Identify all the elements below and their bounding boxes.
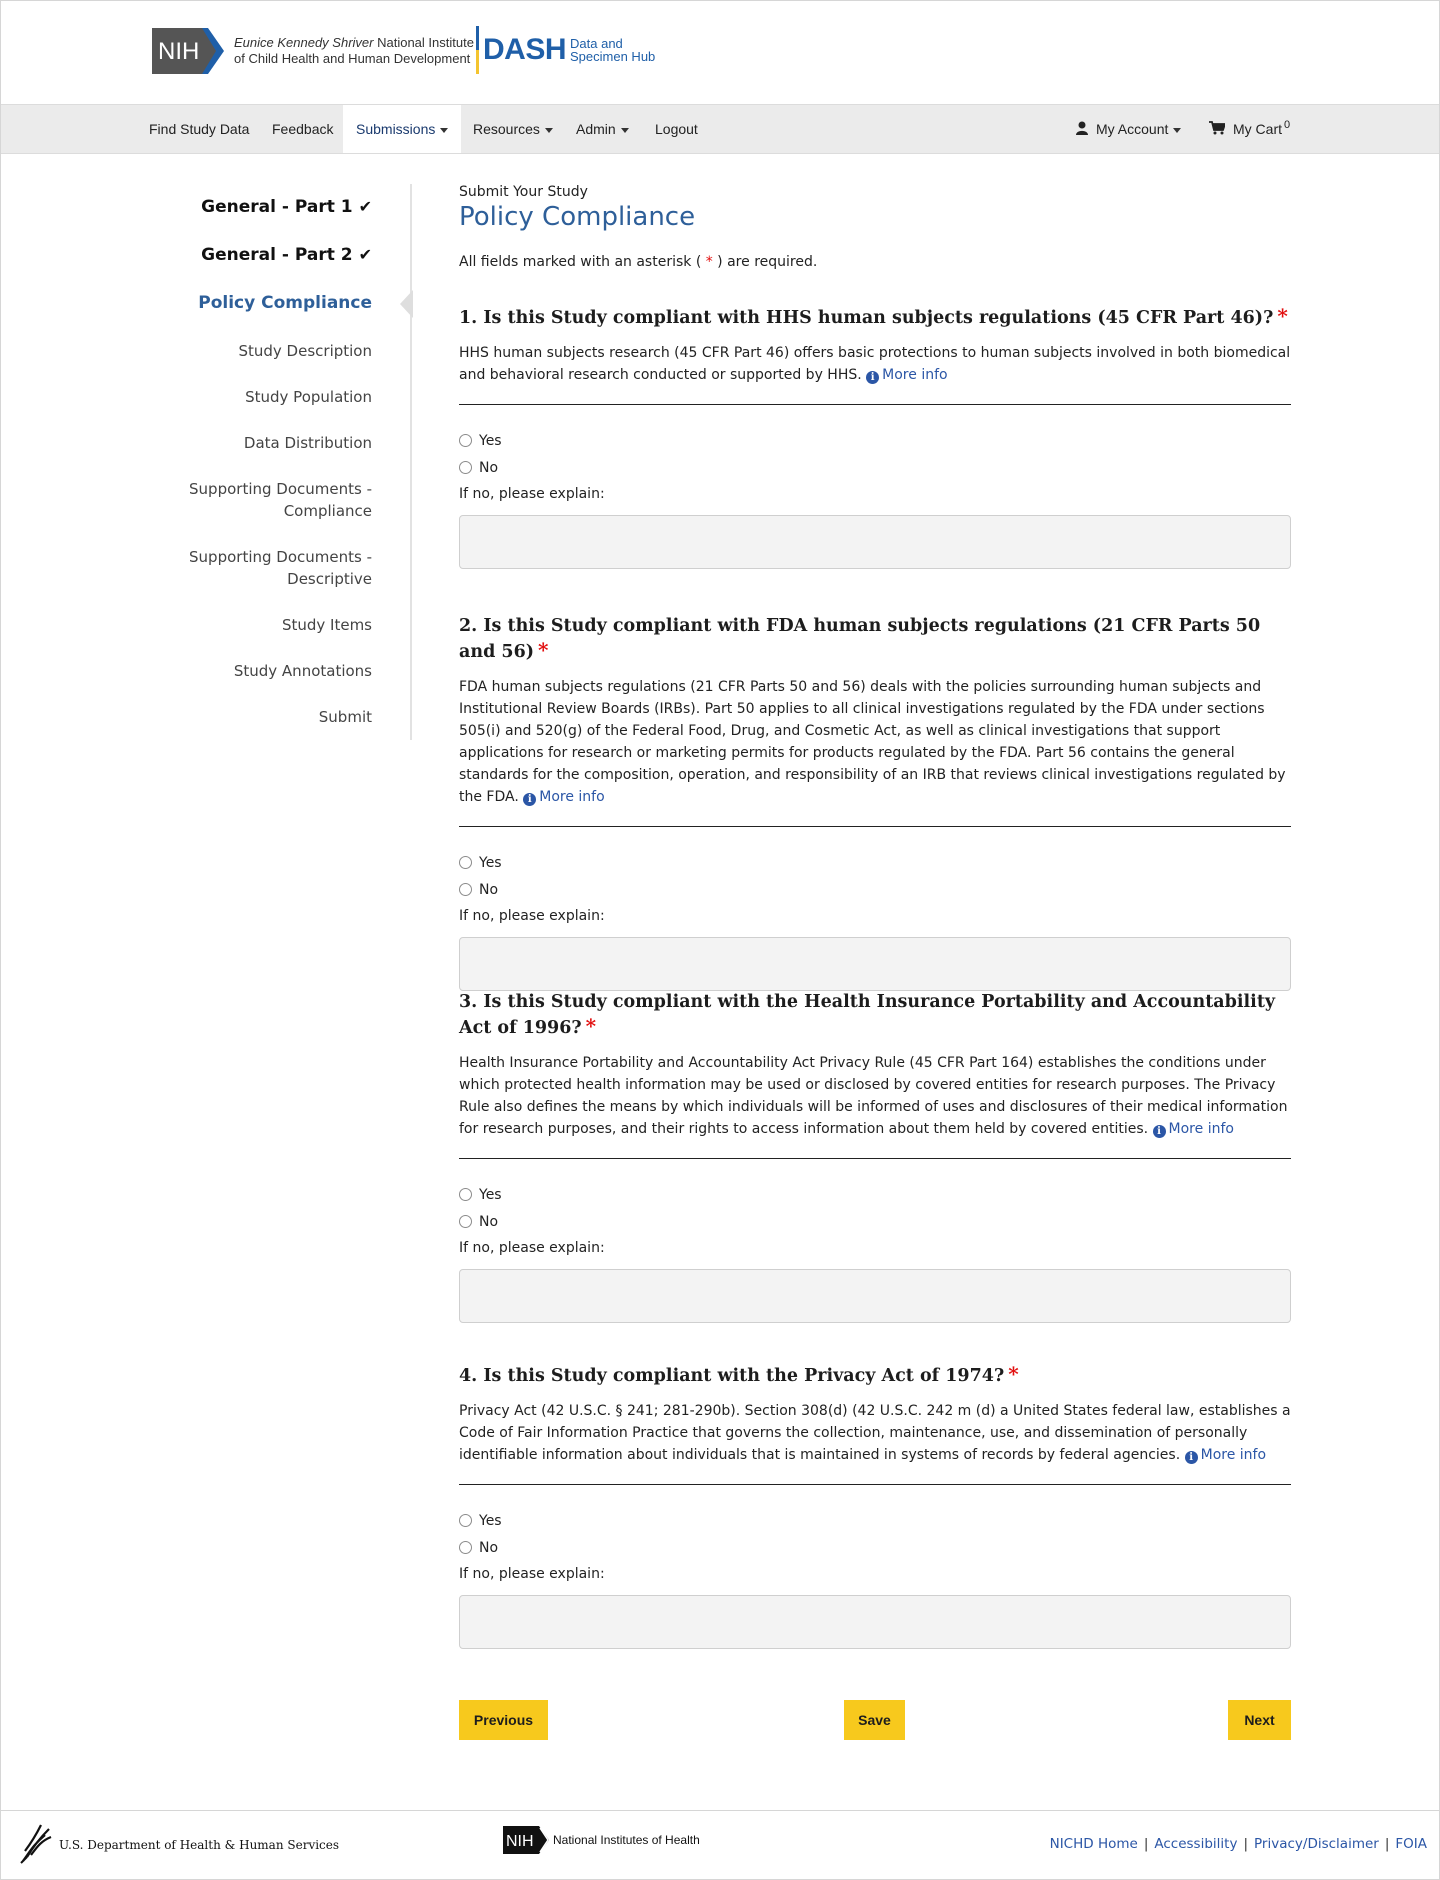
footer-links <box>1050 1836 1427 1852</box>
page-eyebrow: Submit Your Study <box>459 184 588 200</box>
question-3-title: 3. Is this Study compliant with the Health Insurance Portability and Accountability Act of 1996? * <box>459 992 1276 1038</box>
step-study-items[interactable]: Study Items <box>281 616 372 634</box>
radio-button[interactable] <box>459 461 472 474</box>
checkmark-icon: ✔ <box>358 197 372 216</box>
hhs-name: U.S. Department of Health & Human Services <box>59 1838 340 1852</box>
user-icon <box>1076 106 1088 154</box>
info-icon: i <box>1185 1451 1198 1464</box>
dash-logo-bar <box>476 26 479 74</box>
nichd-name-rest: National Institute <box>373 35 474 50</box>
divider <box>459 826 1291 827</box>
chevron-down-icon <box>621 128 629 133</box>
question-2 <box>459 614 1291 991</box>
previous-button[interactable]: Previous <box>459 1700 548 1740</box>
required-note: All fields marked with an asterisk ( * ) are required. <box>459 254 818 270</box>
nih-footer-badge-text: NIH <box>506 1833 534 1850</box>
question-2-description: FDA human subjects regulations (21 CFR Parts 50 and 56) deals with the policies surrounding human subjects and Institutional Review Boards (IRBs). Part 50 applies to all clinical investigations regulated by the FDA under sections 505(i) and 520(g) of the Federal Food, Drug, and Cosmetic Act, as well as clinical investigations that support applications for research or marketing permits for products regulated by the FDA. Part 56 contains the general standards for the composition, operation, and responsibility of an IRB that reviews clinical investigations regulated by the FDA. i More info <box>459 679 1286 805</box>
chevron-down-icon <box>1173 128 1181 133</box>
nav-my-account[interactable]: My Account <box>1063 105 1194 153</box>
separator: | <box>1143 1836 1149 1852</box>
separator: | <box>1243 1836 1249 1852</box>
radio-button[interactable] <box>459 1541 472 1554</box>
option-yes[interactable]: Yes <box>459 427 1291 454</box>
next-button[interactable]: Next <box>1228 1700 1291 1740</box>
question-1 <box>459 304 1291 569</box>
nichd-name-italic: Eunice Kennedy Shriver <box>234 35 374 50</box>
more-info-link[interactable]: i More info <box>1185 1447 1266 1463</box>
radio-button[interactable] <box>459 1215 472 1228</box>
option-yes[interactable]: Yes <box>459 1507 1291 1534</box>
step-policy-compliance[interactable]: Policy Compliance <box>198 293 372 313</box>
step-supporting-documents-descriptive[interactable]: Supporting Documents - Descriptive <box>189 548 372 588</box>
required-star: * <box>538 638 549 662</box>
radio-button[interactable] <box>459 856 472 869</box>
dash-logo-word: DASH <box>483 33 567 66</box>
nav-feedback[interactable]: Feedback <box>272 121 334 137</box>
question-3-options <box>459 1181 1291 1235</box>
nav-find-study-data[interactable]: Find Study Data <box>149 121 250 137</box>
chevron-down-icon <box>440 128 448 133</box>
divider <box>459 404 1291 405</box>
required-star: * <box>1008 1362 1019 1386</box>
nih-footer-badge-icon <box>503 1826 549 1854</box>
explain-label: If no, please explain: <box>459 1240 605 1256</box>
step-study-description[interactable]: Study Description <box>238 342 372 360</box>
checkmark-icon: ✔ <box>358 245 372 264</box>
save-button[interactable]: Save <box>844 1700 905 1740</box>
option-no[interactable]: No <box>459 1534 1291 1561</box>
step-study-annotations[interactable]: Study Annotations <box>233 662 372 680</box>
step-data-distribution[interactable]: Data Distribution <box>243 434 372 452</box>
explain-label: If no, please explain: <box>459 486 605 502</box>
current-step-pointer <box>400 290 413 318</box>
cart-icon <box>1209 106 1225 154</box>
question-1-description: HHS human subjects research (45 CFR Part 46) offers basic protections to human subjects involved in both biomedical and behavioral research conducted or supported by HHS. i More info <box>459 345 1291 383</box>
option-yes[interactable]: Yes <box>459 1181 1291 1208</box>
question-3-description: Health Insurance Portability and Accountability Act Privacy Rule (45 CFR Part 164) establishes the conditions under which protected health information may be used or disclosed by covered entities for research purposes. The Privacy Rule also defines the means by which individuals will be informed of uses and disclosures of their medical information for research purposes, and their rights to access information about them held by covered entities. i More info <box>459 1055 1288 1137</box>
step-supporting-documents-compliance[interactable]: Supporting Documents - Compliance <box>189 480 372 520</box>
site-footer <box>1 1810 1439 1879</box>
radio-button[interactable] <box>459 1514 472 1527</box>
page-title: Policy Compliance <box>459 202 696 232</box>
explain-input[interactable] <box>459 515 1291 569</box>
required-star: * <box>1277 304 1288 328</box>
step-general-part-1[interactable]: General - Part 1 ✔ <box>201 197 372 217</box>
footer-link-nichd-home[interactable]: NICHD Home <box>1049 1836 1138 1852</box>
more-info-link[interactable]: i More info <box>1153 1121 1234 1137</box>
question-1-options <box>459 427 1291 481</box>
option-yes[interactable]: Yes <box>459 849 1291 876</box>
explain-input[interactable] <box>459 1595 1291 1649</box>
question-4 <box>459 1362 1291 1649</box>
divider <box>459 1158 1291 1159</box>
step-general-part-2[interactable]: General - Part 2 ✔ <box>201 245 372 265</box>
explain-input[interactable] <box>459 1269 1291 1323</box>
dash-logo[interactable] <box>476 26 655 74</box>
info-icon: i <box>866 371 879 384</box>
dash-logo-subtitle: Data and Specimen Hub <box>570 36 656 64</box>
nav-submissions[interactable]: Submissions <box>343 105 461 153</box>
nih-footer-logo[interactable] <box>503 1826 700 1854</box>
cart-count: 0 <box>1284 119 1291 131</box>
footer-link-privacy[interactable]: Privacy/Disclaimer <box>1254 1836 1379 1852</box>
more-info-link[interactable]: i More info <box>523 789 604 805</box>
info-icon: i <box>1153 1125 1166 1138</box>
explain-label: If no, please explain: <box>459 908 605 924</box>
info-icon: i <box>523 793 536 806</box>
nav-my-cart[interactable]: My Cart $^0$ <box>1196 105 1303 153</box>
explain-input[interactable] <box>459 937 1291 991</box>
nichd-name <box>234 35 474 67</box>
option-no[interactable]: No <box>459 1208 1291 1235</box>
question-4-description: Privacy Act (42 U.S.C. § 241; 281-290b). Section 308(d) (42 U.S.C. 242 m (d) a United States federal law, establishes a Code of Fair Information Practice that governs the collection, maintenance, use, and dissemination of personally identifiable information about individuals that is maintained in systems of records by federal agencies. i More info <box>459 1403 1291 1463</box>
step-study-population[interactable]: Study Population <box>245 388 372 406</box>
option-no[interactable]: No <box>459 876 1291 903</box>
option-no[interactable]: No <box>459 454 1291 481</box>
question-4-title: 4. Is this Study compliant with the Privacy Act of 1974? * <box>459 1362 1019 1386</box>
radio-button[interactable] <box>459 1188 472 1201</box>
required-star: * <box>585 1014 597 1038</box>
nav-admin[interactable]: Admin <box>563 105 642 153</box>
nih-logo-text: NIH <box>158 38 200 65</box>
footer-link-accessibility[interactable]: Accessibility <box>1154 1836 1238 1852</box>
chevron-down-icon <box>545 128 553 133</box>
explain-label: If no, please explain: <box>459 1566 605 1582</box>
nih-logo-icon <box>152 28 224 74</box>
step-sidebar <box>150 184 412 740</box>
divider <box>459 1484 1291 1485</box>
main-content <box>459 184 1291 1582</box>
nih-name: National Institutes of Health <box>553 1833 700 1847</box>
question-3 <box>459 990 1291 1323</box>
question-2-options <box>459 849 1291 903</box>
nav-resources[interactable]: Resources <box>460 105 566 153</box>
radio-button[interactable] <box>459 434 472 447</box>
step-submit[interactable]: Submit <box>318 708 372 726</box>
site-header <box>0 0 1440 104</box>
hhs-eagle-icon <box>19 1821 53 1869</box>
more-info-link[interactable]: i More info <box>866 367 947 383</box>
question-4-options <box>459 1507 1291 1561</box>
main-nav <box>1 104 1439 154</box>
hhs-logo[interactable] <box>19 1821 339 1869</box>
question-2-title: 2. Is this Study compliant with FDA human subjects regulations (21 CFR Parts 50 and 56) * <box>459 616 1261 662</box>
footer-link-foia[interactable]: FOIA <box>1395 1836 1427 1852</box>
nav-logout[interactable]: Logout <box>655 121 698 137</box>
radio-button[interactable] <box>459 883 472 896</box>
nichd-name-line2: of Child Health and Human Development <box>234 51 471 66</box>
separator: | <box>1384 1836 1390 1852</box>
question-1-title: 1. Is this Study compliant with HHS human subjects regulations (45 CFR Part 46)? * <box>459 304 1288 328</box>
nichd-logo[interactable] <box>152 28 474 74</box>
